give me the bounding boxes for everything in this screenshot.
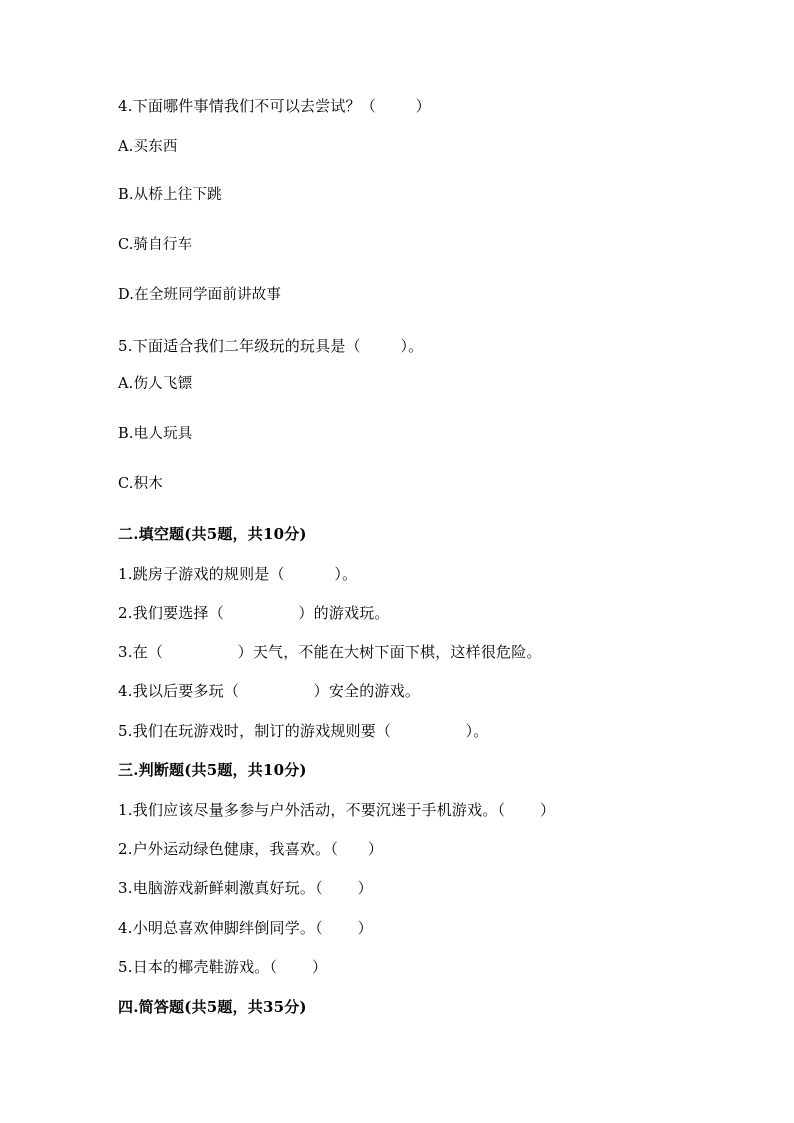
true-false-item-3: 3.电脑游戏新鲜刺激真好玩。（ ）: [118, 879, 373, 897]
question-5-option-a: A.伤人飞镖: [118, 376, 193, 392]
fill-blank-item-1: 1.跳房子游戏的规则是（ ）。: [118, 565, 358, 583]
true-false-item-1: 1.我们应该尽量多参与户外活动，不要沉迷于手机游戏。（ ）: [118, 801, 556, 819]
question-4-option-b: B.从桥上往下跳: [118, 187, 222, 203]
true-false-item-5: 5.日本的椰壳鞋游戏。（ ）: [118, 958, 328, 976]
short-answer-heading: 四.简答题(共5题，共35分): [118, 998, 307, 1016]
question-4-stem: 4.下面哪件事情我们不可以去尝试？（ ）: [118, 97, 431, 115]
question-5-stem: 5.下面适合我们二年级玩的玩具是（ ）。: [118, 337, 424, 355]
fill-blank-item-4: 4.我以后要多玩（ ）安全的游戏。: [118, 682, 421, 700]
fill-blank-item-2: 2.我们要选择（ ）的游戏玩。: [118, 604, 390, 622]
question-5-option-c: C.积木: [118, 476, 163, 492]
question-4-option-d: D.在全班同学面前讲故事: [118, 287, 282, 303]
fill-blank-heading: 二.填空题(共5题，共10分): [118, 525, 307, 543]
question-4-option-a: A.买东西: [118, 139, 178, 155]
question-4-option-c: C.骑自行车: [118, 237, 193, 253]
true-false-item-4: 4.小明总喜欢伸脚绊倒同学。（ ）: [118, 919, 373, 937]
true-false-heading: 三.判断题(共5题，共10分): [118, 761, 307, 779]
fill-blank-item-5: 5.我们在玩游戏时，制订的游戏规则要（ ）。: [118, 722, 489, 740]
true-false-item-2: 2.户外运动绿色健康，我喜欢。（ ）: [118, 840, 384, 858]
question-5-option-b: B.电人玩具: [118, 426, 193, 442]
fill-blank-item-3: 3.在（ ）天气，不能在大树下面下棋，这样很危险。: [118, 643, 542, 661]
